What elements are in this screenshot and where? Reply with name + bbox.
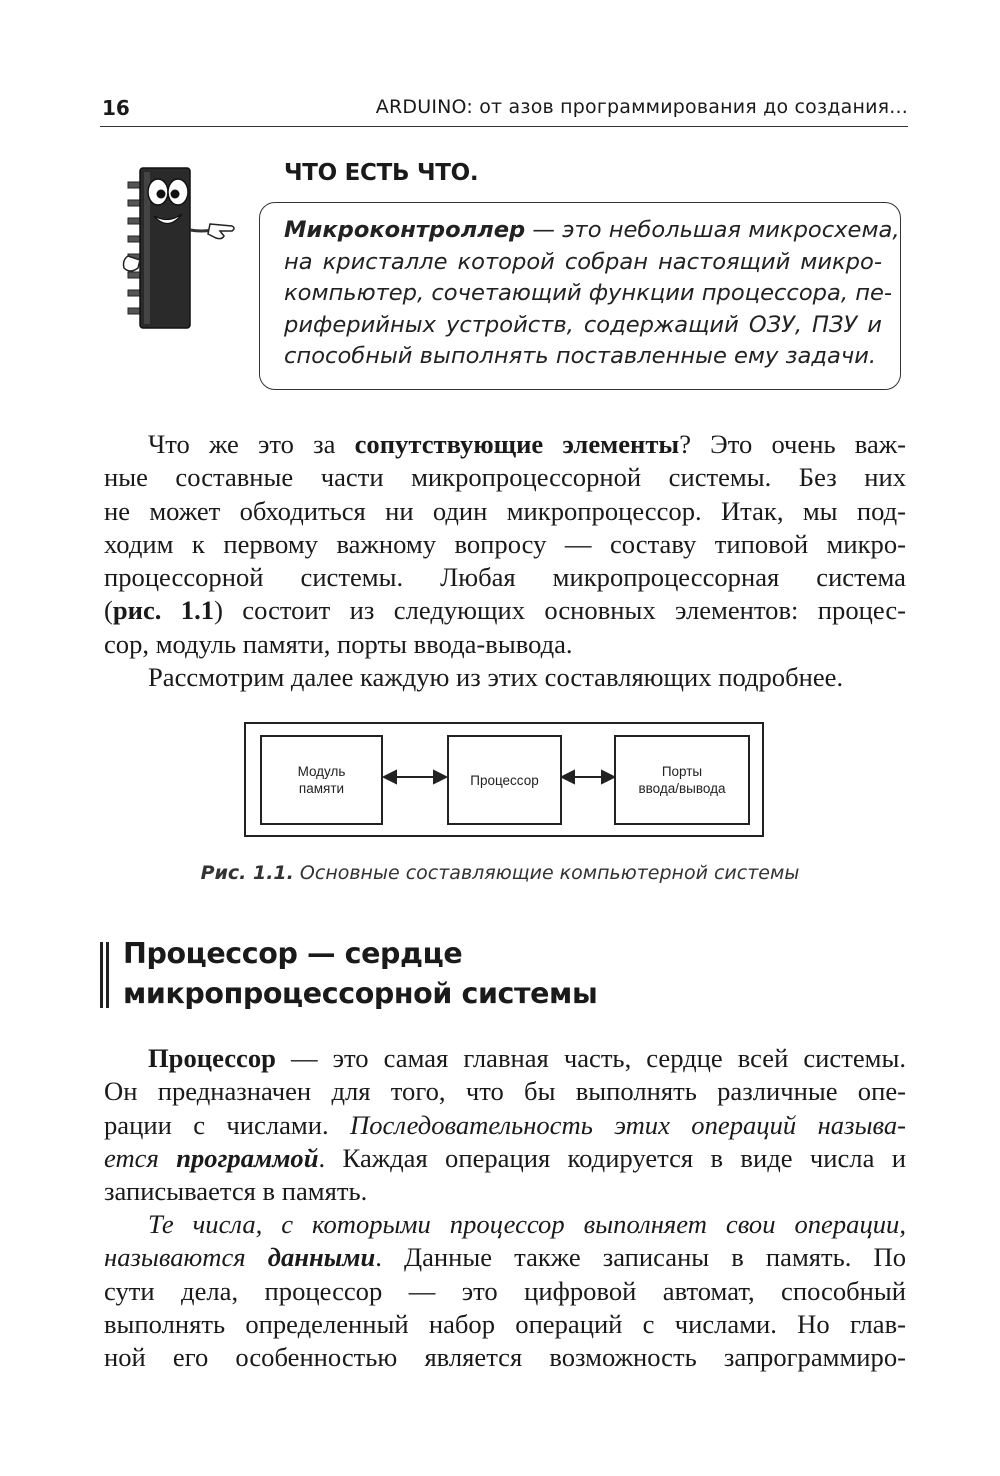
callout-heading: ЧТО ЕСТЬ ЧТО. (284, 160, 479, 186)
microchip-mascot-icon (120, 160, 245, 335)
figure-caption-label: Рис. 1.1. (200, 862, 294, 884)
text-line: процессорной системы. Любая микропроцессорная система (104, 562, 906, 593)
running-header (100, 92, 908, 127)
definition-line: компьютер, сочетающий функции процессора, пе- (284, 280, 893, 306)
text-line: ходим к первому важному вопросу — составу типовой микро- (104, 528, 906, 559)
diagram-arrows (244, 722, 764, 837)
emphasis: сопутствующие элементы (354, 429, 680, 459)
definition-line (284, 215, 900, 247)
section-heading-line: микропроцессорной системы (123, 977, 598, 1010)
page-number: 16 (102, 96, 130, 120)
section-heading (123, 934, 597, 1014)
ports-label-line: ввода/вывода (638, 781, 726, 796)
figure-reference: рис. 1.1 (112, 595, 215, 626)
text-line: сор, модуль памяти, порты ввода-вывода. (104, 628, 573, 659)
figure-caption-text: Основные составляющие компьютерной системы (293, 862, 800, 884)
section-heading-line: Процессор — сердце (123, 937, 463, 970)
text-line: (рис. 1.1) состоит из следующих основных элементов: процес- (104, 595, 906, 626)
processor-ports-arrow (562, 771, 614, 783)
text-line: рации с числами. Последовательность этих операций называ- (104, 1109, 906, 1140)
memory-label-line: памяти (298, 781, 345, 796)
text-line: ные составные части микропроцессорной системы. Без них (104, 462, 906, 493)
emphasis: данными (267, 1242, 376, 1273)
definition-line: на кристалле которой собран настоящий микро- (284, 248, 882, 275)
text-line: записывается в память. (104, 1176, 368, 1207)
text-line: Рассмотрим далее каждую из этих составляющих подробнее. (148, 662, 844, 693)
definition-line: риферийных устройств, содержащий ОЗУ, ПЗУ и (284, 311, 882, 338)
intro-paragraph (104, 428, 906, 694)
emphasis: Процессор (148, 1043, 276, 1073)
book-title: ARDUINO: от азов программирования до создания... (375, 96, 908, 118)
text-line: Процессор — это самая главная часть, сердце всей системы. (148, 1043, 906, 1073)
processor-label: Процессор (470, 772, 539, 788)
definition-term: Микроконтроллер (284, 217, 526, 243)
definition-text (284, 215, 900, 373)
text-line: не может обходиться ни один микропроцессор. Итак, мы под- (104, 495, 906, 526)
text-line: ется программой. Каждая операция кодируется в виде числа и (104, 1142, 906, 1173)
text-line: Что же это за сопутствующие элементы? Это очень важ- (148, 429, 906, 459)
processor-paragraph (104, 1042, 906, 1208)
text-line: сути дела, процессор — это цифровой автомат, способный (104, 1275, 906, 1306)
text-line: называются данными. Данные также записаны в память. По (104, 1242, 906, 1273)
memory-processor-arrow (384, 771, 446, 783)
ports-label-line: Порты (661, 764, 703, 779)
data-paragraph (104, 1208, 906, 1374)
figure-caption (0, 862, 1000, 884)
text-line: Он предназначен для того, что бы выполнять различные опе- (104, 1076, 906, 1107)
definition-callout-box (259, 202, 901, 390)
text-line: ной его особенностью является возможность запрограммиро- (104, 1342, 906, 1373)
definition-line-text: — это небольшая микросхема, (525, 217, 900, 243)
text-line: Те числа, с которыми процессор выполняет свои операции, (148, 1209, 906, 1239)
emphasis: программой (176, 1142, 319, 1173)
text-line: выполнять определенный набор операций с числами. Но глав- (104, 1308, 906, 1339)
memory-label-line: Модуль (297, 764, 346, 779)
definition-line: способный выполнять поставленные ему задачи. (284, 343, 877, 369)
section-marker-bars (100, 942, 110, 1008)
